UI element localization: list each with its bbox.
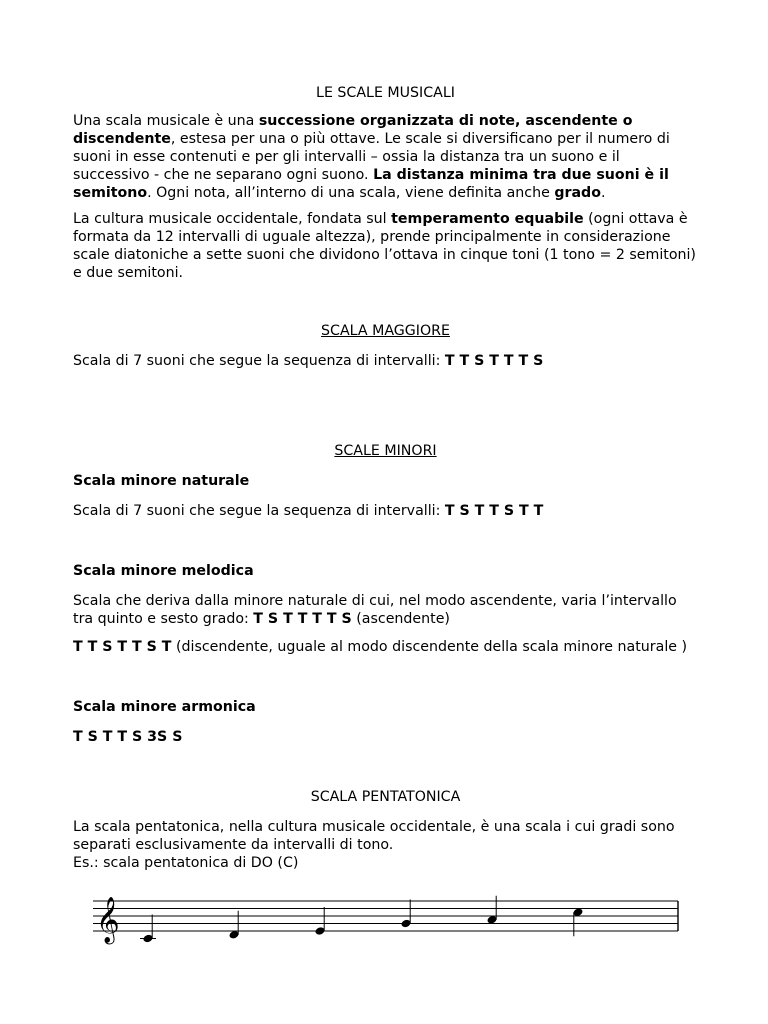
natural-minor-title: Scala minore naturale bbox=[73, 473, 250, 489]
note-C bbox=[573, 907, 584, 936]
note-E bbox=[315, 907, 326, 936]
melodic-minor-text: Scala che deriva dalla minore naturale di cui, nel modo ascendente, varia l’intervallo tra quinto e sesto grado: T S T T T T S (ascendente) bbox=[73, 593, 677, 627]
note-C bbox=[140, 915, 156, 944]
melodic-minor-title: Scala minore melodica bbox=[73, 563, 254, 579]
note-G bbox=[401, 900, 412, 929]
document-title: LE SCALE MUSICALI bbox=[316, 85, 455, 101]
text-run: La cultura musicale occidentale, fondata sul bbox=[73, 211, 392, 227]
text-run: , estesa per una o più ottave. Le scale si diversificano per il numero di suoni in esse contenuti e per gli intervalli – ossia la distanza tra un suono e il successivo - che ne separano ogni suono. bbox=[73, 131, 670, 183]
staff-lines bbox=[93, 901, 678, 931]
document-content bbox=[73, 84, 698, 872]
note-D bbox=[229, 911, 240, 940]
major-sequence: T T S T T T S bbox=[444, 353, 544, 369]
major-scale-heading: SCALA MAGGIORE bbox=[321, 323, 450, 339]
minor-scales-heading: SCALE MINORI bbox=[334, 443, 437, 459]
note-A bbox=[487, 896, 498, 925]
natural-minor-text: Scala di 7 suoni che segue la sequenza di intervalli: T S T T S T T bbox=[73, 503, 544, 519]
staff-notes bbox=[140, 896, 583, 944]
melodic-desc-sequence: T T S T T S T bbox=[73, 639, 172, 655]
text-run: successione organizzata di note, ascendente o discendente bbox=[73, 113, 633, 147]
music-staff bbox=[93, 895, 683, 947]
treble-clef-icon: 𝄞 bbox=[96, 897, 120, 943]
natural-minor-sequence: T S T T S T T bbox=[444, 503, 544, 519]
text-run: grado bbox=[554, 185, 601, 201]
melodic-minor-desc: T T S T T S T (discendente, uguale al modo discendente della scala minore naturale ) bbox=[73, 639, 688, 655]
melodic-asc-sequence: T S T T T T S bbox=[253, 611, 352, 627]
pentatonic-heading: SCALA PENTATONICA bbox=[310, 789, 461, 805]
text-run: . bbox=[600, 185, 606, 201]
pentatonic-text: La scala pentatonica, nella cultura musicale occidentale, è una scala i cui gradi sono separati esclusivamente da intervalli di tono. bbox=[73, 819, 675, 853]
text-run: temperamento equabile bbox=[391, 211, 584, 227]
harmonic-minor-title: Scala minore armonica bbox=[73, 699, 256, 715]
staff-svg bbox=[93, 895, 683, 947]
text-run: (ogni ottava è formata da 12 intervalli di uguale altezza), prende principalmente in considerazione scale diatoniche a sette suoni che dividono l’ottava in cinque toni (1 tono = 2 semitoni) e due semitoni. bbox=[73, 211, 696, 281]
harmonic-minor-sequence: T S T T S 3S S bbox=[73, 729, 183, 745]
text-run: La distanza minima tra due suoni è il semitono bbox=[73, 167, 669, 201]
intro-paragraph-2 bbox=[73, 210, 698, 282]
pentatonic-example: Es.: scala pentatonica di DO (C) bbox=[73, 855, 299, 871]
intro-paragraph-1 bbox=[73, 112, 698, 202]
text-run: . Ogni nota, all’interno di una scala, viene definita anche bbox=[147, 185, 555, 201]
text-run: Una scala musicale è una bbox=[73, 113, 259, 129]
major-scale-text: Scala di 7 suoni che segue la sequenza di intervalli: T T S T T T S bbox=[73, 353, 544, 369]
